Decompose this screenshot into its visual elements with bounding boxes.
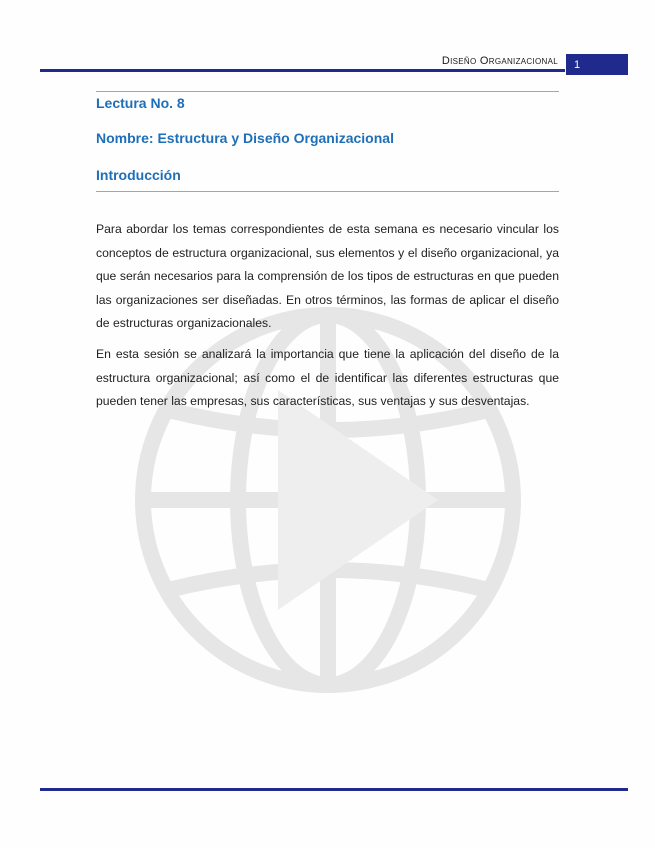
section-heading: Introducción xyxy=(96,167,181,183)
footer-rule xyxy=(40,788,628,791)
paragraph-text: Para abordar los temas correspondientes de esta semana es necesario vincular los conceptos de estructura organizacional, sus elementos y el diseño organizacional, ya que serán necesarios para la comprensión de los tipos de estructuras en que pueden las organizaciones ser diseñadas. En otros términos, las formas de aplicar el diseño de estructuras organizacionales. xyxy=(96,222,559,330)
top-divider xyxy=(96,91,559,92)
header-rule xyxy=(40,69,565,72)
page-number: 1 xyxy=(566,54,628,75)
paragraph-text: En esta sesión se analizará la importancia que tiene la aplicación del diseño de la estructura organizacional; así como el de identificar las diferentes estructuras que pueden tener las empresas, sus características, sus ventajas y sus desventajas. xyxy=(96,347,559,408)
section-divider xyxy=(96,191,559,192)
lecture-label: Lectura No. 8 xyxy=(96,95,185,111)
paragraph-1 xyxy=(96,218,559,336)
paragraph-2 xyxy=(96,343,559,414)
name-heading: Nombre: Estructura y Diseño Organizacional xyxy=(96,130,394,146)
running-header-title: Diseño Organizacional xyxy=(441,55,558,67)
